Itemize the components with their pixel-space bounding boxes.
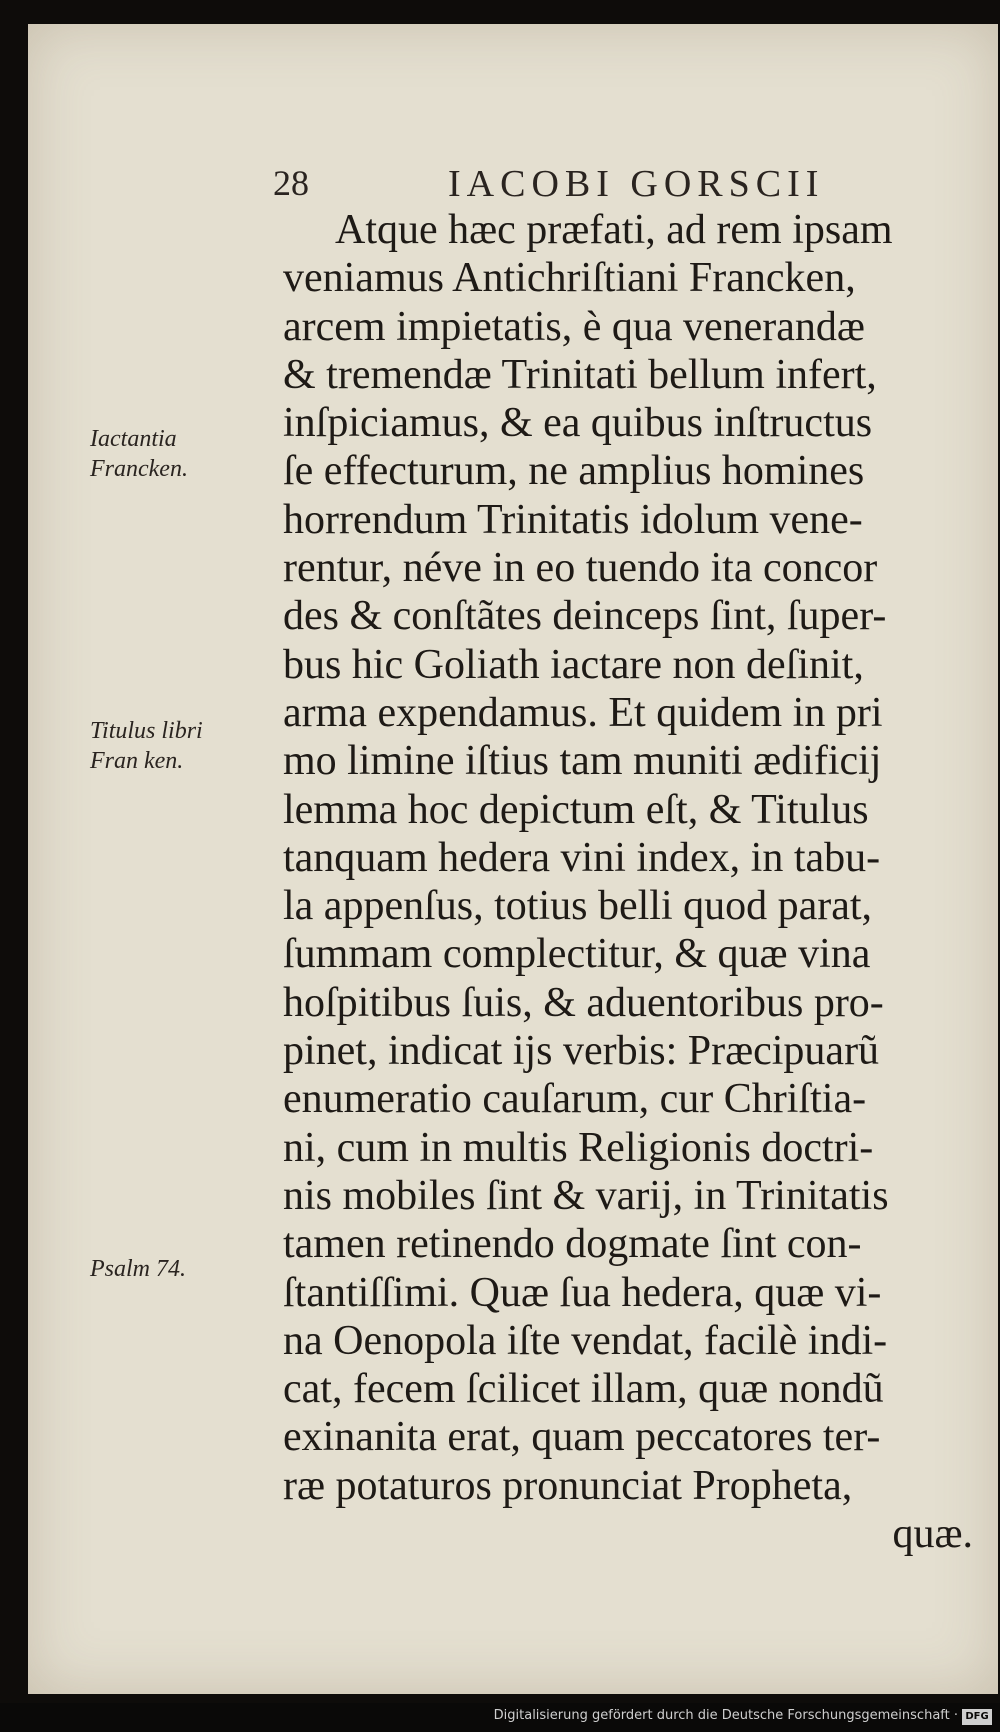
text-line: inſpiciamus, & ea quibus inſtructus: [283, 400, 873, 447]
text-line: lemma hoc depictum eſt, & Titulus: [283, 786, 869, 833]
margin-note-iactantia: Iactantia Francken.: [90, 426, 188, 482]
text-line: mo limine iſtius tam muniti ædificij: [283, 738, 882, 785]
text-line: pinet, indicat ijs verbis: Præcipuarũ: [283, 1028, 880, 1075]
digitization-footer: [0, 1703, 1000, 1732]
text-line: tanquam hedera vini index, in tabu-: [283, 834, 881, 881]
text-line: arma expendamus. Et quidem in pri: [283, 689, 883, 736]
text-line: arcem impietatis, è qua venerandæ: [283, 303, 865, 350]
text-line: & tremendæ Trinitati bellum infert,: [283, 351, 877, 398]
text-line: nis mobiles ſint & varij, in Trinitatis: [283, 1172, 889, 1219]
text-line: des & conſtãtes deinceps ſint, ſuper-: [283, 593, 887, 640]
body-text: [283, 206, 983, 1558]
text-line: bus hic Goliath iactare non deſinit,: [283, 641, 864, 688]
text-line: hoſpitibus ſuis, & aduentoribus pro-: [283, 979, 884, 1026]
text-line: rentur, néve in eo tuendo ita concor: [283, 545, 878, 592]
dfg-logo-icon: DFG: [962, 1709, 992, 1725]
text-line: horrendum Trinitatis idolum vene-: [283, 496, 863, 543]
footer-credit: Digitalisierung gefördert durch die Deutsche Forschungsgemeinschaft ·: [493, 1708, 958, 1723]
text-line: veniamus Antichriſtiani Francken,: [283, 255, 856, 302]
margin-note-psalm: Psalm 74.: [90, 1256, 186, 1282]
text-line: enumeratio cauſarum, cur Chriſtia-: [283, 1076, 867, 1123]
text-line: Atque hæc præfati, ad rem ipsam: [335, 207, 893, 253]
book-page: [28, 24, 998, 1694]
text-line: exinanita erat, quam peccatores ter-: [283, 1414, 881, 1461]
running-head: IACOBI GORSCII: [448, 163, 825, 205]
page-number: 28: [273, 163, 309, 203]
text-line: tamen retinendo dogmate ſint con-: [283, 1221, 862, 1268]
text-line: la appenſus, totius belli quod parat,: [283, 883, 873, 930]
text-line: ni, cum in multis Religionis doctri-: [283, 1124, 874, 1171]
text-line: na Oenopola iſte vendat, facilè indi-: [283, 1317, 888, 1364]
catchword: quæ.: [892, 1511, 973, 1558]
page-header: [28, 162, 998, 212]
text-line: cat, fecem ſcilicet illam, quæ nondũ: [283, 1366, 884, 1413]
text-line: ræ potaturos pronunciat Propheta,: [283, 1462, 853, 1509]
text-line: ſe effecturum, ne amplius homines: [283, 448, 865, 495]
text-line: ſummam complectitur, & quæ vina: [283, 931, 871, 978]
text-line: ſtantiſſimi. Quæ ſua hedera, quæ vi-: [283, 1269, 882, 1316]
margin-note-titulus: Titulus libri Fran ken.: [90, 718, 203, 774]
